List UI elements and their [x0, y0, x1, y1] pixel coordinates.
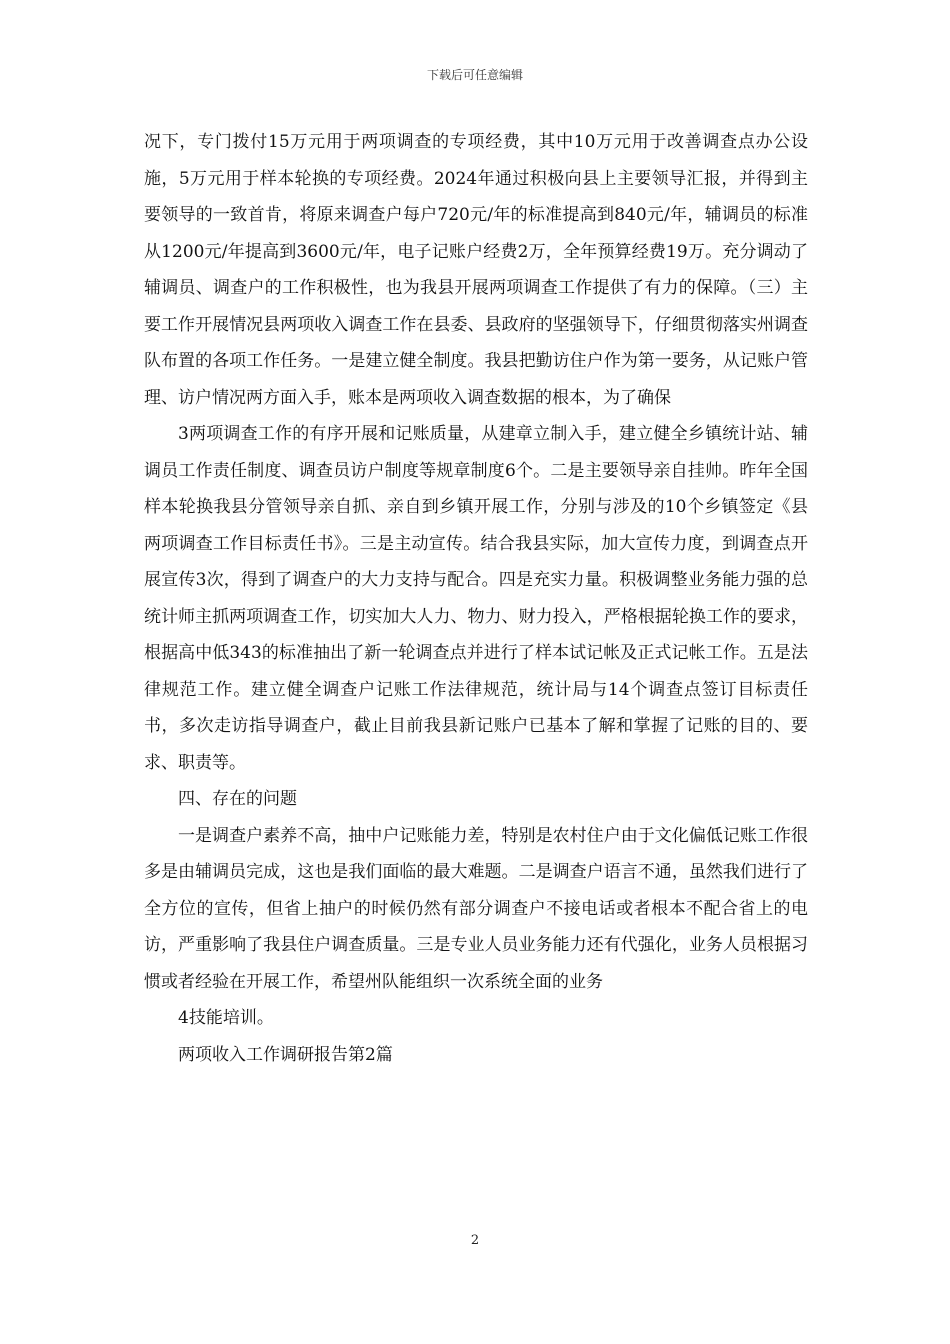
- article-title: 两项收入工作调研报告第2篇: [178, 1044, 393, 1065]
- section-heading: 四、存在的问题: [178, 789, 297, 809]
- paragraph-continued: 况下，专门拨付15万元用于两项调查的专项经费，其中10万元用于改善调查点办公设施，5万元用于样本轮换的专项经费。2024年通过积极向县上主要领导汇报，并得到主要领导的一致首肯，将原来调查户每户720元/年的标准提高到840元/年，辅调员的标准从1200元/年提高到3600元/年，电子记账户经费2万，全年预算经费19万。充分调动了辅调员、调查户的工作积极性，也为我县开展两项调查工作提供了有力的保障。（三）主要工作开展情况县两项收入调查工作在县委、县政府的坚强领导下，仔细贯彻落实州调查队布置的各项工作任务。一是建立健全制度。我县把勤访住户作为第一要务，从记账户管理、访户情况两方面入手，账本是两项收入调查数据的根本，为了确保: [144, 132, 808, 408]
- paragraph: 4技能培训。: [178, 1008, 274, 1028]
- page-header: 下载后可任意编辑: [426, 68, 523, 82]
- paragraph: 一是调查户素养不高，抽中户记账能力差，特别是农村住户由于文化偏低记账工作很多是由辅调员完成，这也是我们面临的最大难题。二是调查户语言不通，虽然我们进行了全方位的宣传，但省上抽户的时候仍然有部分调查户不接电话或者根本不配合省上的电访，严重影响了我县住户调查质量。三是专业人员业务能力还有代强化，业务人员根据习惯或者经验在开展工作，希望州队能组织一次系统全面的业务: [144, 825, 808, 992]
- paragraph: 3两项调查工作的有序开展和记账质量，从建章立制入手，建立健全乡镇统计站、辅调员工作责任制度、调查员访户制度等规章制度6个。二是主要领导亲自挂帅。昨年全国样本轮换我县分管领导亲自抓、亲自到乡镇开展工作，分别与涉及的10个乡镇签定《县两项调查工作目标责任书》。三是主动宣传。结合我县实际，加大宣传力度，到调查点开展宣传3次，得到了调查户的大力支持与配合。四是充实力量。积极调整业务能力强的总统计师主抓两项调查工作，切实加大人力、物力、财力投入，严格根据轮换工作的要求，根据高中低343的标准抽出了新一轮调查点并进行了样本试记帐及正式记帐工作。五是法律规范工作。建立健全调查户记账工作法律规范，统计局与14个调查点签订目标责任书，多次走访指导调查户，截止目前我县新记账户已基本了解和掌握了记账的目的、要求、职责等。: [144, 424, 808, 773]
- document-body: [144, 124, 808, 1073]
- page-number: 2: [470, 1233, 480, 1248]
